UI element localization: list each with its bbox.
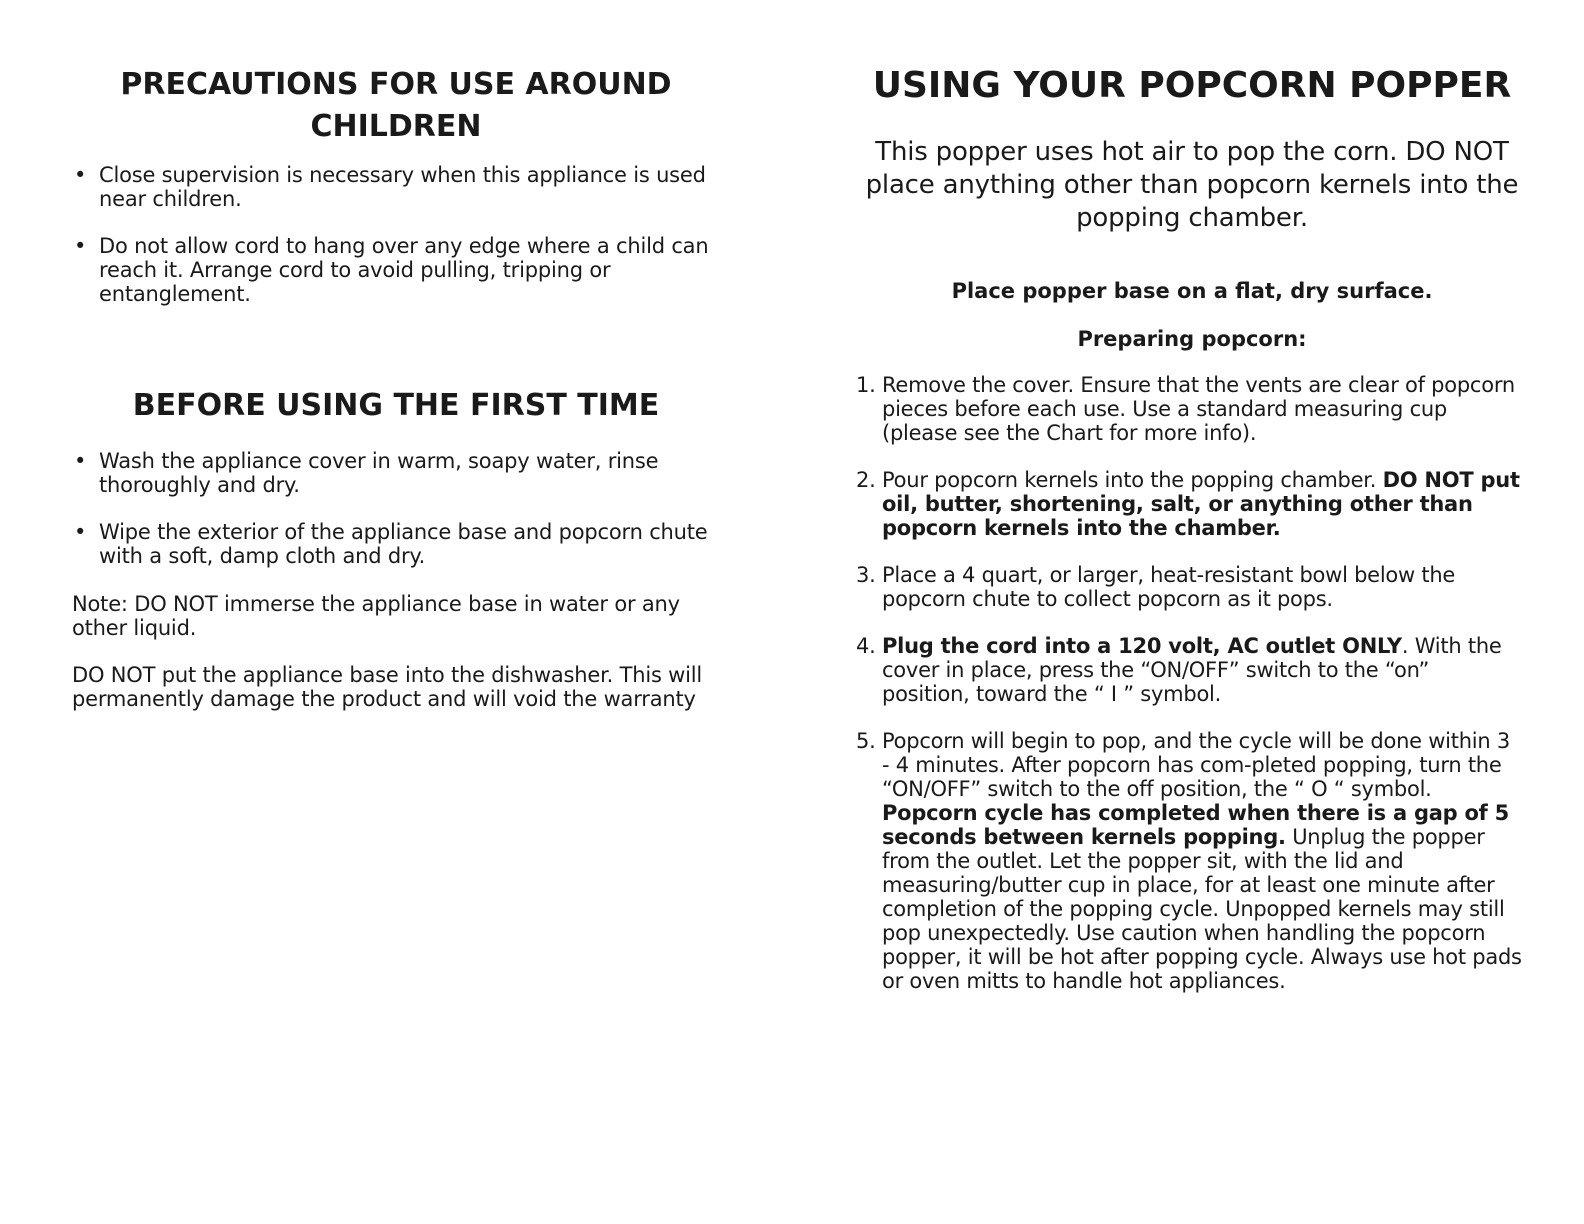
list-item: • Wipe the exterior of the appliance base and popcorn chute with a soft, damp cloth and dry.	[72, 520, 720, 568]
step-warning: DO NOT put oil, butter, shortening, salt, or anything other than popcorn kernels into the chamber.	[882, 468, 1520, 540]
step-text: Popcorn will begin to pop, and the cycle will be done within 3 - 4 minutes. After popcorn has com-pleted popping, turn the “ON/OFF” switch to the off position, the “ O “ symbol.	[882, 729, 1510, 801]
intro-paragraph: This popper uses hot air to pop the corn. DO NOT place anything other than popcorn kernels into the popping chamber.	[865, 137, 1519, 233]
using-popper-heading: USING YOUR POPCORN POPPER	[872, 65, 1512, 106]
step-text: Place a 4 quart, or larger, heat-resistant bowl below the popcorn chute to collect popcorn as it pops.	[882, 563, 1456, 611]
step-text-continued: Unplug the popper from the outlet. Let the popper sit, with the lid and measuring/butter cup in place, for at least one minute after completion of the popping cycle. Unpopped kernels may still pop unexpectedly. Use caution when handling the popcorn popper, it will be hot after popping cycle. Always use hot pads or oven mitts to handle hot appliances.	[882, 825, 1522, 993]
step-item	[856, 373, 1522, 445]
step-item	[856, 468, 1522, 540]
step-item	[856, 563, 1522, 611]
before-first-use-heading: BEFORE USING THE FIRST TIME	[132, 388, 660, 423]
step-number: 4.	[856, 634, 876, 658]
step-text: Pour popcorn kernels into the popping chamber.	[882, 468, 1383, 492]
step-text: . With the cover in place, press the “ON/OFF” switch to the “on” position, toward the “ I ” symbol.	[882, 634, 1502, 706]
step-warning: Popcorn cycle has completed when there is a gap of 5 seconds between kernels popping.	[882, 801, 1509, 849]
step-number: 1.	[856, 373, 876, 397]
immersion-note: Note: DO NOT immerse the appliance base in water or any other liquid.	[72, 592, 680, 640]
step-item	[856, 729, 1522, 993]
step-text: Remove the cover. Ensure that the vents are clear of popcorn pieces before each use. Use a standard measuring cup (please see the Chart for more info).	[882, 373, 1515, 445]
step-number: 5.	[856, 729, 876, 753]
list-item: • Wash the appliance cover in warm, soapy water, rinse thoroughly and dry.	[72, 449, 720, 497]
preparation-steps	[856, 373, 1522, 1016]
step-item	[856, 634, 1522, 706]
list-item: • Do not allow cord to hang over any edge where a child can reach it. Arrange cord to avoid pulling, tripping or entanglement.	[72, 234, 720, 306]
list-item: • Close supervision is necessary when this appliance is used near children.	[72, 163, 720, 211]
step-number: 3.	[856, 563, 876, 587]
dishwasher-note: DO NOT put the appliance base into the dishwasher. This will permanently damage the product and will void the warranty	[72, 663, 703, 711]
step-warning: Plug the cord into a 120 volt, AC outlet ONLY	[882, 634, 1402, 658]
place-base-instruction: Place popper base on a flat, dry surface.	[951, 279, 1433, 303]
before-first-use-list	[72, 449, 720, 591]
precautions-heading: PRECAUTIONS FOR USE AROUND CHILDREN	[120, 67, 672, 144]
step-number: 2.	[856, 468, 876, 492]
precautions-list	[72, 163, 720, 329]
preparing-subheading: Preparing popcorn:	[1077, 327, 1307, 351]
